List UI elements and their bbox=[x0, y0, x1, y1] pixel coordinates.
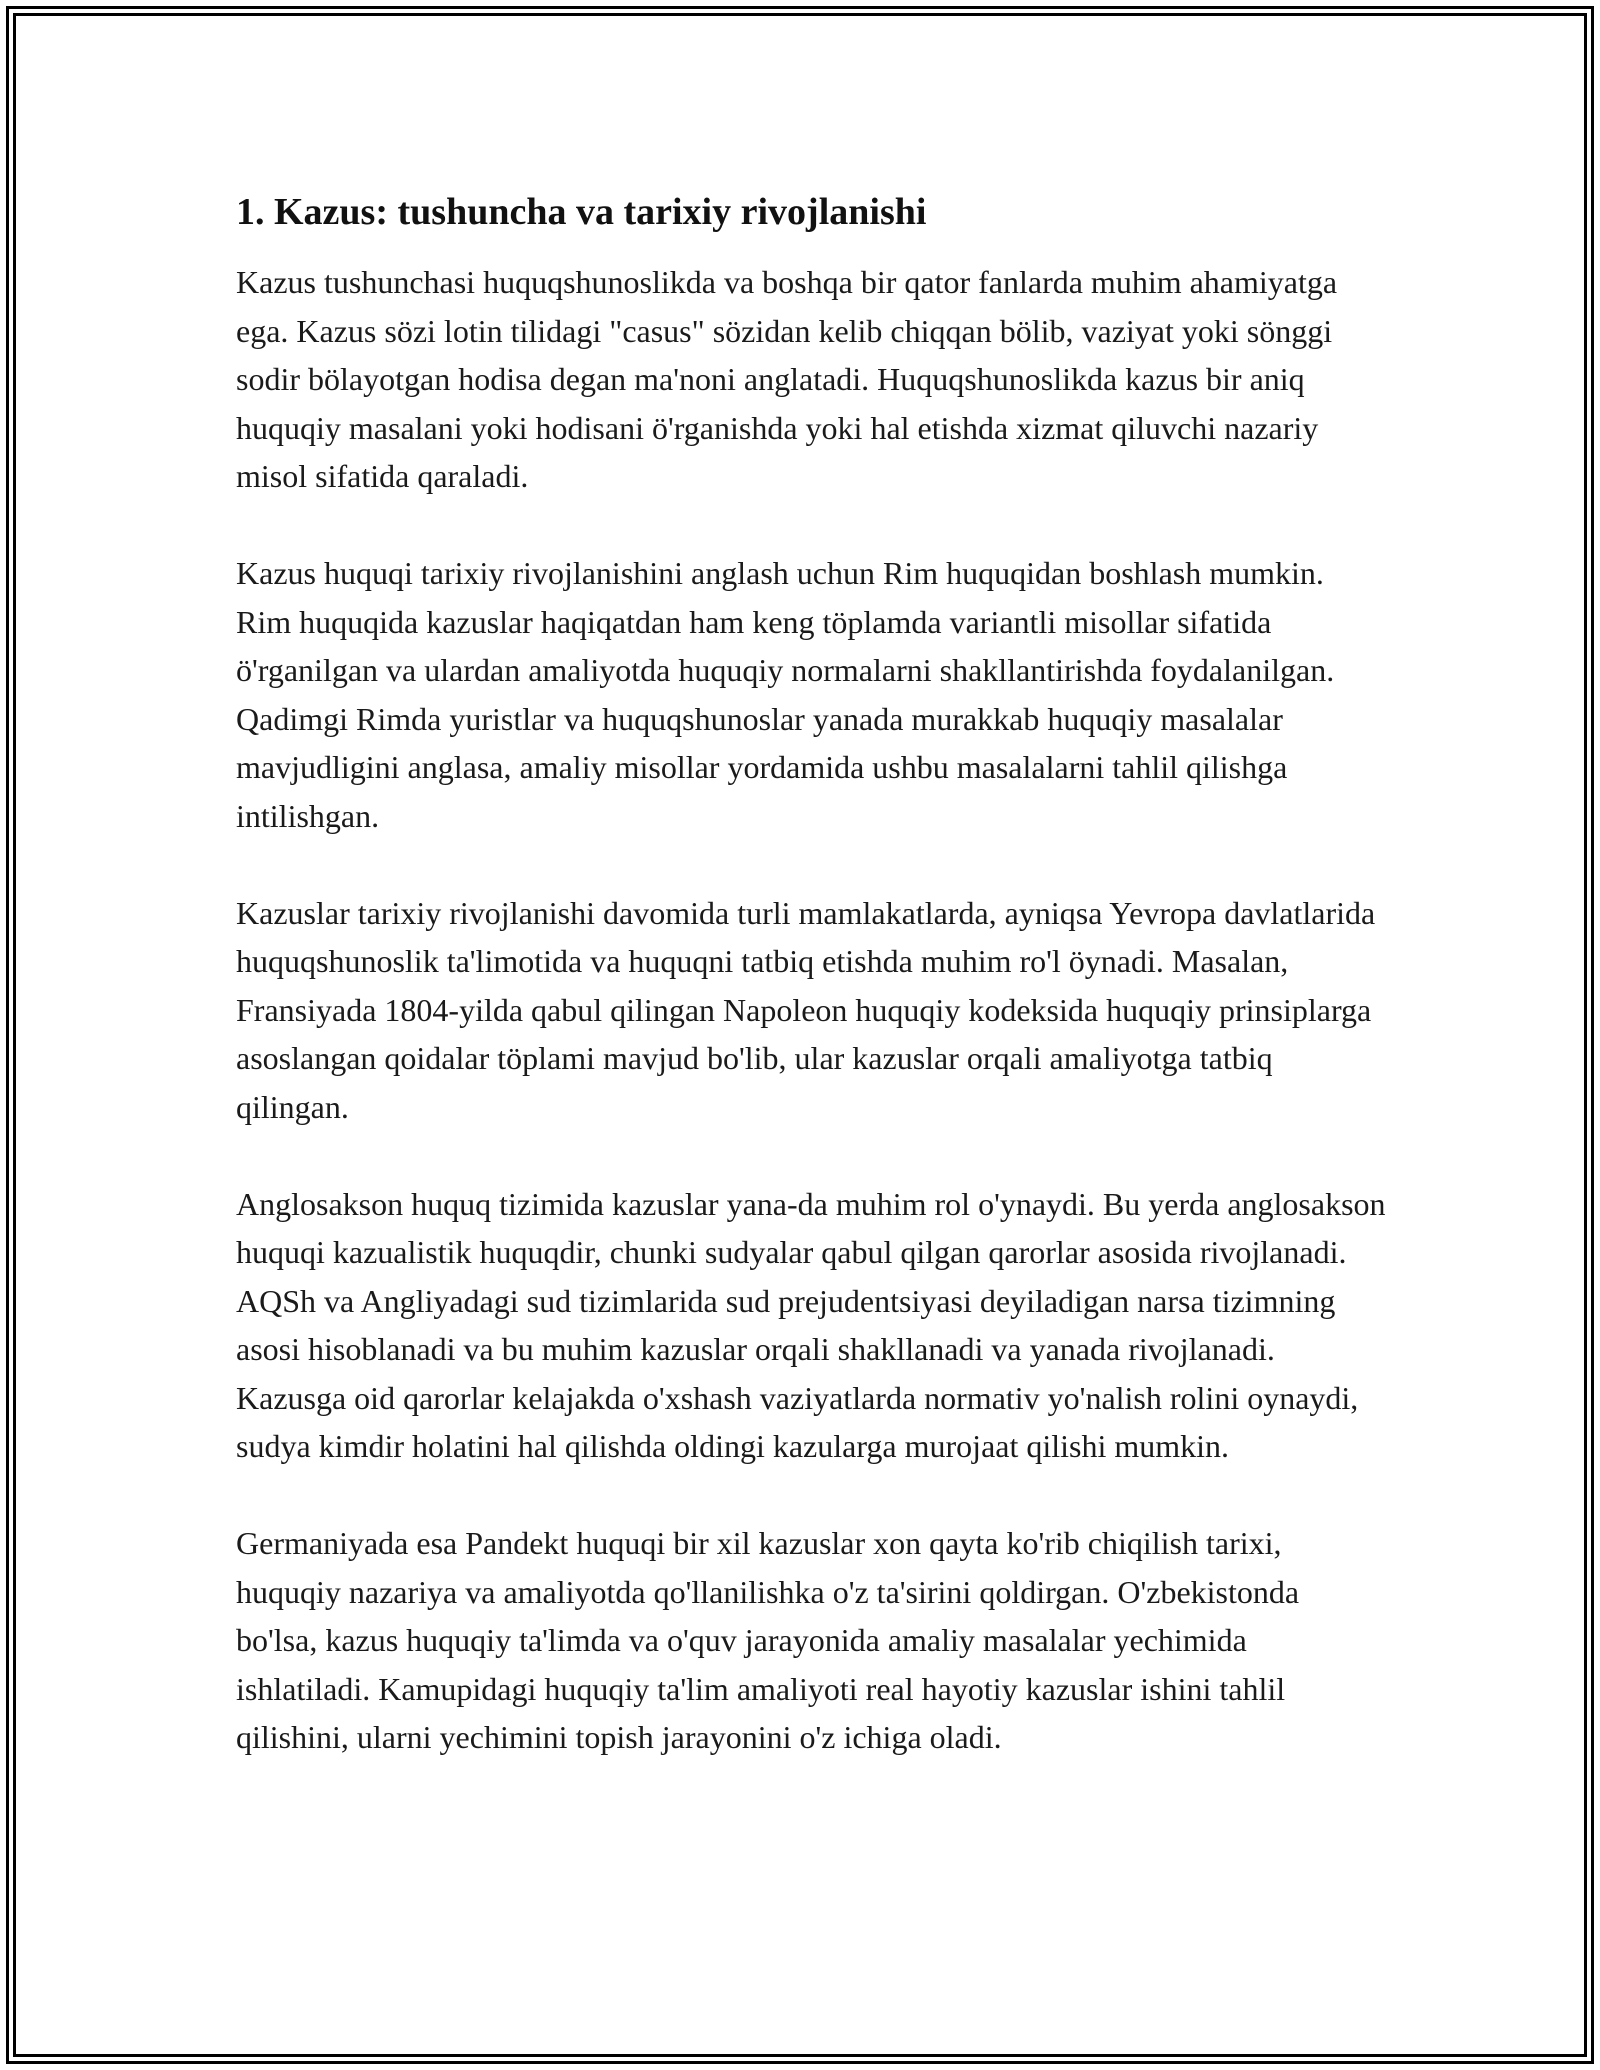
paragraph: Kazus huquqi tarixiy rivojlanishini anglash uchun Rim huquqidan boshlash mumkin. Rim huquqida kazuslar haqiqatdan ham keng töplamda variantli misollar sifatida ö'rganilgan va ulardan amaliyotda huquqiy normalarni shakllantirishda foydalanilgan. Qadimgi Rimda yuristlar va huquqshunoslar yanada murakkab huquqiy masalalar mavjudligini anglasa, amaliy misollar yordamida ushbu masalalarni tahlil qilishga intilishgan. bbox=[236, 555, 1335, 834]
paragraph: Anglosakson huquq tizimida kazuslar yana-da muhim rol o'ynaydi. Bu yerda anglosakson huquqi kazualistik huquqdir, chunki sudyalar qabul qilgan qarorlar asosida rivojlanadi. AQSh va Angliyadagi sud tizimlarida sud prejudentsiyasi deyiladigan narsa tizimning asosi hisoblanadi va bu muhim kazuslar orqali shakllanadi va yanada rivojlanadi. Kazusga oid qarorlar kelajakda o'xshash vaziyatlarda normativ yo'nalish rolini oynaydi, sudya kimdir holatini hal qilishda oldingi kazularga murojaat qilishi mumkin. bbox=[236, 1185, 1386, 1464]
paragraph: Germaniyada esa Pandekt huquqi bir xil kazuslar xon qayta ko'rib chiqilish tarixi, huquqiy nazariya va amaliyotda qo'llanilishka o'z ta'sirini qoldirgan. O'zbekistonda bo'lsa, kazus huquqiy ta'limda va o'quv jarayonida amaliy masalalar yechimida ishlatiladi. Kamupidagi huquqiy ta'lim amaliyoti real hayotiy kazuslar ishini tahlil qilishini, ularni yechimini topish jarayonini o'z ichiga oladi. bbox=[236, 1525, 1300, 1755]
document-body bbox=[236, 186, 1386, 1810]
paragraph: Kazuslar tarixiy rivojlanishi davomida turli mamlakatlarda, ayniqsa Yevropa davlatlarida huquqshunoslik ta'limotida va huquqni tatbiq etishda muhim ro'l öynadi. Masalan, Fransiyada 1804-yilda qabul qilingan Napoleon huquqiy kodeksida huquqiy prinsiplarga asoslangan qoidalar töplami mavjud bo'lib, ular kazuslar orqali amaliyotga tatbiq qilingan. bbox=[236, 894, 1376, 1125]
paragraph: Kazus tushunchasi huquqshunoslikda va boshqa bir qator fanlarda muhim ahamiyatga ega. Kazus sözi lotin tilidagi "casus" sözidan kelib chiqqan bölib, vaziyat yoki sönggi sodir bölayotgan hodisa degan ma'noni anglatadi. Huquqshunoslikda kazus bir aniq huquqiy masalani yoki hodisani ö'rganishda yoki hal etishda xizmat qiluvchi nazariy misol sifatida qaraladi. bbox=[236, 264, 1338, 494]
section-title: 1. Kazus: tushuncha va tarixiy rivojlanishi bbox=[236, 191, 927, 233]
